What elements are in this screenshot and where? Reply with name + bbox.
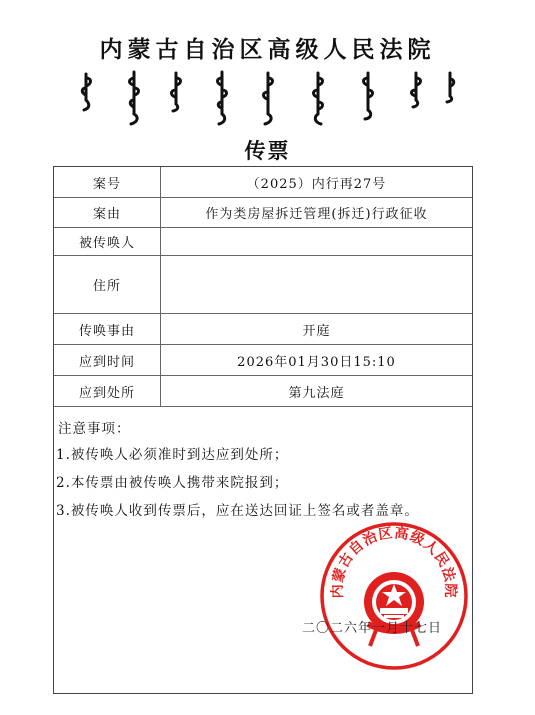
appearance-time-label: 应到时间 [54,345,161,375]
notes-heading: 注意事项： [58,421,131,437]
document-title: 传票 [244,138,291,163]
row-case-number [54,167,472,198]
case-number-value: （2025）内行再27号 [246,176,387,192]
residence-value [161,256,472,313]
appearance-time-value: 2026年01月30日15:10 [237,354,396,370]
summoned-person-value [161,228,472,255]
mongolian-court-name-icon [72,70,462,128]
case-number-label: 案号 [54,167,161,197]
appearance-place-value: 第九法庭 [288,385,345,401]
row-summoned-person [54,228,472,256]
row-summons-reason [54,314,472,345]
issue-date: 二〇二六年一月十七日 [302,621,443,636]
summons-reason-label: 传唤事由 [54,314,161,344]
case-cause-value: 作为类房屋拆迁管理(拆迁)行政征收 [205,207,428,222]
svg-text:内蒙古自治区高级人民法院: 内蒙古自治区高级人民法院 [329,525,459,599]
row-appearance-place [54,376,472,407]
row-case-cause [54,198,472,228]
summons-reason-value: 开庭 [302,323,331,339]
court-name: 内蒙古自治区高级人民法院 [99,36,436,63]
note-item: 1.被传唤人必须准时到达应到处所； [56,447,289,463]
note-item: 2.本传票由被传唤人携带来院报到； [56,475,289,491]
row-residence [54,256,472,314]
case-cause-label: 案由 [54,198,161,227]
appearance-place-label: 应到处所 [54,376,161,406]
row-appearance-time [54,345,472,376]
court-seal-icon [318,520,470,672]
summoned-person-label: 被传唤人 [54,228,161,255]
note-item: 3.被传唤人收到传票后，应在送达回证上签名或者盖章。 [56,503,419,519]
residence-label: 住所 [54,256,161,313]
